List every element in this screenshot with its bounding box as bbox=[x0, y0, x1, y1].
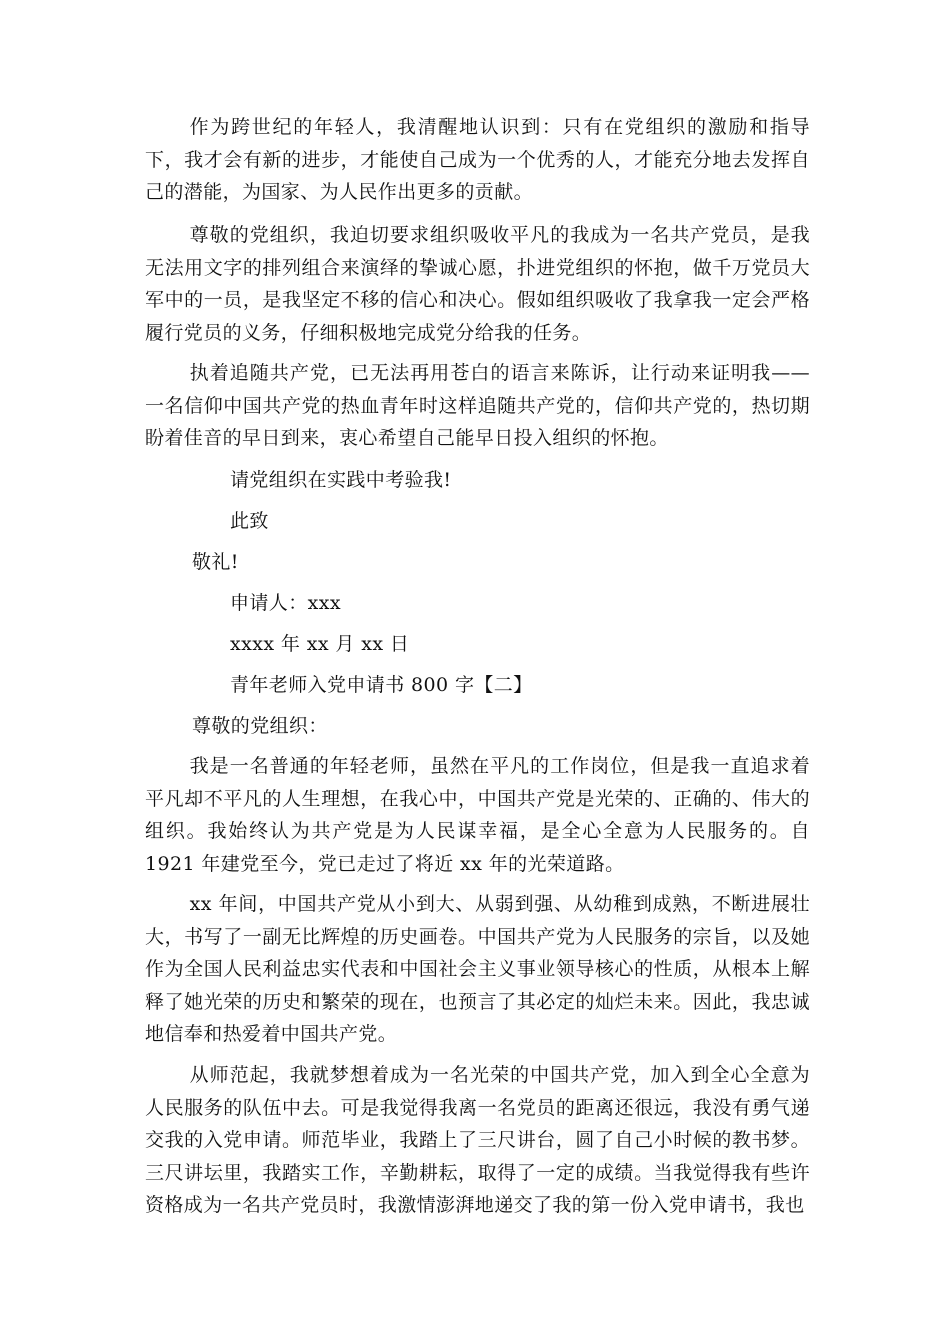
closing-cizhi: 此致 bbox=[230, 510, 269, 532]
paragraph: 执着追随共产党，已无法再用苍白的语言来陈诉，让行动来证明我——一名信仰中国共产党的热血青年时这样追随共产党的，信仰共产党的，热切期盼着佳音的早日到来，衷心希望自己能早日投入组织的怀抱。 bbox=[145, 362, 810, 449]
applicant-line: 申请人：xxx bbox=[230, 592, 341, 614]
paragraph: 作为跨世纪的年轻人，我清醒地认识到：只有在党组织的激励和指导下，我才会有新的进步，才能使自己成为一个优秀的人，才能充分地去发挥自己的潜能，为国家、为人民作出更多的贡献。 bbox=[145, 116, 810, 203]
salutation: 尊敬的党组织： bbox=[192, 715, 328, 737]
closing-exam-line: 请党组织在实践中考验我! bbox=[230, 469, 452, 491]
date-line: xxxx 年 xx 月 xx 日 bbox=[230, 633, 410, 655]
paragraph: 从师范起，我就梦想着成为一名光荣的中国共产党，加入到全心全意为人民服务的队伍中去。可是我觉得我离一名党员的距离还很远，我没有勇气递交我的入党申请。师范毕业，我踏上了三尺讲台，圆了自己小时候的教书梦。三尺讲坛里，我踏实工作，辛勤耕耘，取得了一定的成绩。当我觉得我有些许资格成为一名共产党员时，我激情澎湃地递交了我的第一份入党申请书，我也 bbox=[145, 1064, 810, 1216]
paragraph: 我是一名普通的年轻老师，虽然在平凡的工作岗位，但是我一直追求着平凡却不平凡的人生理想，在我心中，中国共产党是光荣的、正确的、伟大的组织。我始终认为共产党是为人民谋幸福，是全心全意为人民服务的。自 1921 年建党至今，党已走过了将近 xx 年的光荣道路。 bbox=[145, 755, 810, 875]
paragraph: 尊敬的党组织，我迫切要求组织吸收平凡的我成为一名共产党员，是我无法用文字的排列组合来演绎的挚诚心愿，扑进党组织的怀抱，做千万党员大军中的一员，是我坚定不移的信心和决心。假如组织吸收了我拿我一定会严格履行党员的义务，仔细积极地完成党分给我的任务。 bbox=[145, 224, 810, 344]
paragraph: xx 年间，中国共产党从小到大、从弱到强、从幼稚到成熟，不断进展壮大，书写了一副无比辉煌的历史画卷。中国共产党为人民服务的宗旨，以及她作为全国人民利益忠实代表和中国社会主义事业领导核心的性质，从根本上解释了她光荣的历史和繁荣的现在，也预言了其必定的灿烂未来。因此，我忠诚地信奉和热爱着中国共产党。 bbox=[145, 893, 810, 1045]
section-title: 青年老师入党申请书 800 字【二】 bbox=[230, 674, 533, 696]
closing-jingli: 敬礼! bbox=[192, 551, 239, 573]
